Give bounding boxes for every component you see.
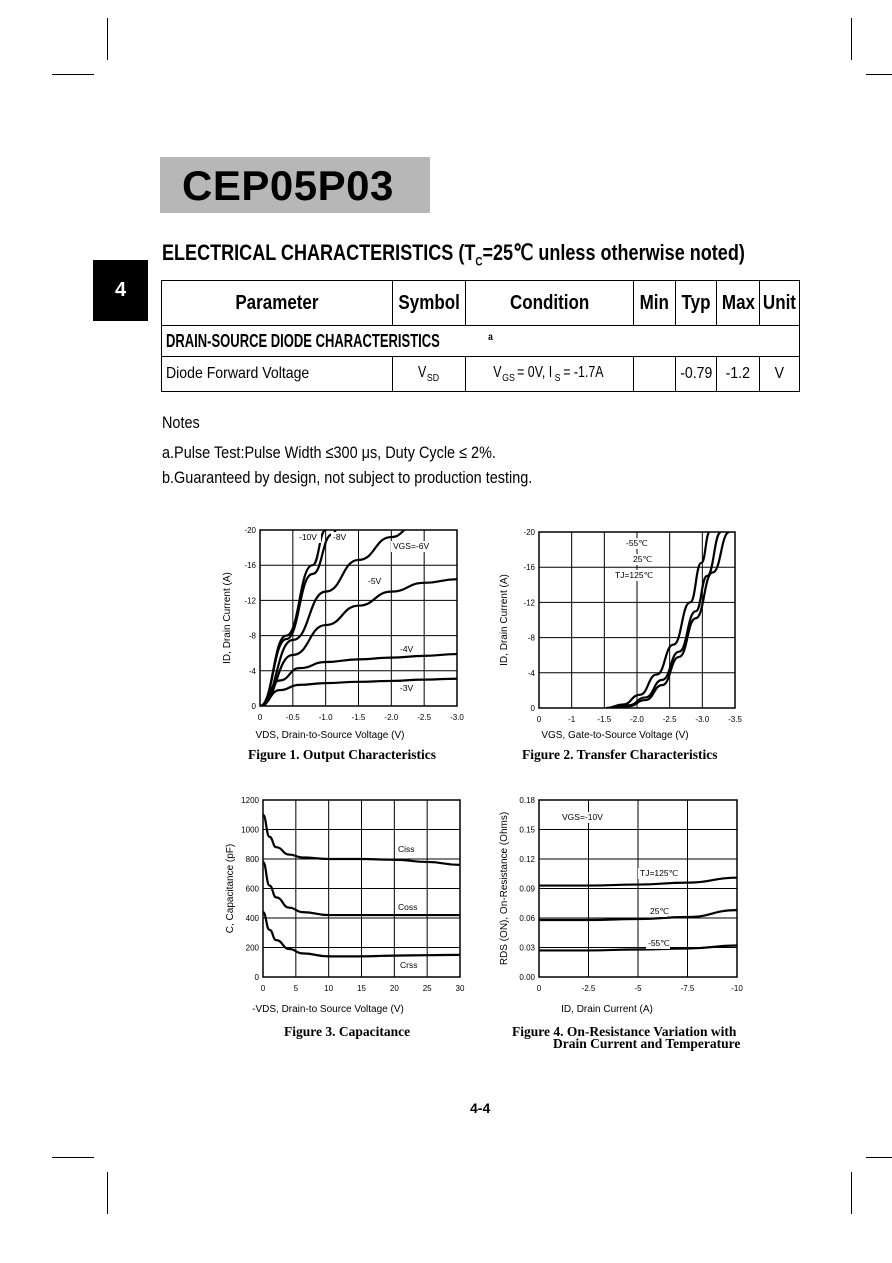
x-tick-label: 0 (257, 713, 263, 722)
characteristics-table (161, 280, 800, 392)
x-tick-label: 15 (357, 984, 366, 993)
note-a: a.Pulse Test:Pulse Width ≤300 μs, Duty Cycle ≤ 2%. (162, 443, 496, 462)
x-tick-label: -2.5 (417, 713, 432, 722)
page-number: 4-4 (470, 1100, 491, 1116)
header-symbol: Symbol (392, 281, 465, 326)
document-title: CEP05P03 (182, 162, 394, 209)
crop-mark (866, 74, 892, 75)
y-tick-label: -16 (244, 561, 256, 571)
y-tick-label: 0.12 (519, 855, 535, 864)
capacitance-chart (218, 790, 480, 1020)
series-line (260, 526, 329, 706)
crop-mark (107, 1172, 108, 1214)
x-tick-label: -1.5 (351, 713, 366, 722)
x-tick-label: -3.0 (450, 713, 464, 722)
series-annotation: Crss (400, 960, 418, 970)
series-annotation: -8V (333, 532, 347, 542)
x-tick-label: -5 (634, 984, 642, 993)
crop-mark (107, 18, 108, 60)
y-tick-label: -8 (248, 631, 256, 641)
y-tick-label: 0.15 (519, 825, 535, 835)
y-tick-label: 0 (251, 702, 256, 711)
cell-typ: -0.79 (676, 357, 717, 392)
series-annotation: -3V (400, 683, 414, 693)
x-axis-label: ID, Drain Current (A) (561, 1004, 653, 1015)
series-annotation: -55℃ (626, 538, 648, 548)
y-axis-label: ID, Drain Current (A) (499, 574, 510, 666)
cell-symbol: $V_{SD}$ (392, 357, 465, 392)
table-header-row (162, 281, 800, 326)
series-annotation: 25℃ (633, 554, 653, 564)
y-tick-label: 600 (245, 884, 259, 894)
y-tick-label: -8 (527, 633, 535, 643)
y-tick-label: 1000 (241, 825, 259, 835)
x-tick-label: 0 (260, 984, 266, 993)
note-b: b.Guaranteed by design, not subject to production testing. (162, 468, 533, 487)
x-tick-label: -2.0 (630, 715, 644, 724)
section-heading: ELECTRICAL CHARACTERISTICS ($T_C=25℃$ unless otherwise noted) (162, 240, 745, 269)
series-line (612, 532, 730, 708)
x-tick-label: 0 (536, 715, 542, 724)
x-axis-label: -VDS, Drain-to Source Voltage (V) (252, 1004, 404, 1015)
x-tick-label: 10 (324, 984, 334, 993)
x-axis-label: VDS, Drain-to-Source Voltage (V) (255, 730, 405, 741)
y-tick-label: 0.18 (519, 796, 535, 805)
cell-condition: $V_{GS}= 0V$, I $_S$= -1.7A (465, 357, 633, 392)
x-tick-label: 0 (536, 984, 542, 993)
y-tick-label: 0 (254, 973, 259, 982)
x-tick-label: 5 (293, 984, 299, 993)
x-tick-label: -10 (731, 984, 743, 993)
x-tick-label: -2.5 (662, 715, 677, 724)
x-tick-label: -2.5 (581, 984, 596, 993)
x-tick-label: -1.0 (318, 713, 333, 722)
cell-parameter: Diode Forward Voltage (162, 357, 393, 392)
y-tick-label: 0.09 (519, 884, 535, 894)
header-typ: Typ (676, 281, 717, 326)
cell-max: -1.2 (717, 357, 760, 392)
y-tick-label: 200 (245, 943, 259, 953)
crop-mark (851, 1172, 852, 1214)
series-annotation: VGS=-10V (562, 812, 603, 822)
transfer-characteristics-chart (492, 520, 762, 750)
y-tick-label: 1200 (241, 796, 259, 805)
y-axis-label: C, Capacitance (pF) (225, 843, 236, 934)
x-tick-label: -0.5 (285, 713, 300, 722)
y-tick-label: 400 (245, 914, 259, 923)
x-axis-label: VGS, Gate-to-Source Voltage (V) (541, 730, 689, 741)
y-tick-label: 0.06 (519, 914, 535, 923)
figure2-caption: Figure 2. Transfer Characteristics (522, 747, 718, 762)
chapter-tab: 4 (93, 260, 148, 321)
y-axis-label: RDS (ON), On-Resistance (Ohms) (499, 811, 510, 966)
header-min: Min (633, 281, 676, 326)
header-condition: Condition (465, 281, 633, 326)
series-annotation: VGS=-6V (393, 541, 430, 551)
cell-unit: V (760, 357, 800, 392)
series-annotation: -4V (400, 644, 414, 654)
series-annotation: TJ=125℃ (615, 570, 654, 580)
crop-mark (52, 1157, 94, 1158)
y-tick-label: -20 (244, 526, 256, 535)
y-tick-label: 0.00 (519, 973, 535, 982)
header-unit: Unit (760, 281, 800, 326)
series-annotation: 25℃ (650, 906, 670, 916)
y-tick-label: 0.03 (519, 943, 535, 953)
figure1-caption: Figure 1. Output Characteristics (248, 747, 436, 762)
x-tick-label: 20 (389, 984, 399, 993)
figure4-caption-line2: Drain Current and Temperature (553, 1036, 741, 1051)
series-annotation: -5V (368, 576, 382, 586)
series-annotation: -55℃ (648, 938, 670, 948)
y-tick-label: 0 (530, 704, 535, 713)
x-tick-label: -7.5 (680, 984, 695, 993)
on-resistance-chart (492, 790, 762, 1020)
section-title: DRAIN-SOURCE DIODE CHARACTERISTICS $^a$ (162, 326, 800, 357)
header-max: Max (717, 281, 760, 326)
y-axis-label: ID, Drain Current (A) (222, 572, 233, 664)
y-tick-label: -4 (248, 666, 256, 676)
x-tick-label: 30 (455, 984, 465, 993)
cell-min (633, 357, 676, 392)
output-characteristics-chart (215, 518, 480, 750)
y-tick-label: -12 (523, 598, 535, 608)
x-tick-label: 25 (422, 984, 432, 993)
y-tick-label: 800 (245, 855, 259, 864)
table-row (162, 357, 800, 392)
series-annotation: -10V (299, 532, 317, 542)
series-annotation: Coss (398, 902, 418, 912)
figure4-caption-line1: Figure 4. On-Resistance Variation with (512, 1024, 737, 1039)
series-annotation: Ciss (398, 844, 415, 854)
y-tick-label: -20 (523, 528, 535, 537)
x-tick-label: -3.0 (695, 715, 710, 724)
crop-mark (866, 1157, 892, 1158)
y-tick-label: -12 (244, 596, 256, 606)
crop-mark (52, 74, 94, 75)
notes-title: Notes (162, 413, 200, 432)
x-tick-label: -2.0 (384, 713, 399, 722)
x-tick-label: -1.5 (597, 715, 612, 724)
crop-mark (851, 18, 852, 60)
series-annotation: TJ=125℃ (640, 868, 679, 878)
y-tick-label: -4 (527, 668, 535, 678)
y-tick-label: -16 (523, 563, 535, 573)
table-section-row (162, 326, 800, 357)
header-parameter: Parameter (162, 281, 393, 326)
x-tick-label: -1 (568, 715, 576, 724)
figure3-caption: Figure 3. Capacitance (284, 1024, 411, 1039)
series-line (260, 526, 339, 706)
x-tick-label: -3.5 (728, 715, 742, 724)
